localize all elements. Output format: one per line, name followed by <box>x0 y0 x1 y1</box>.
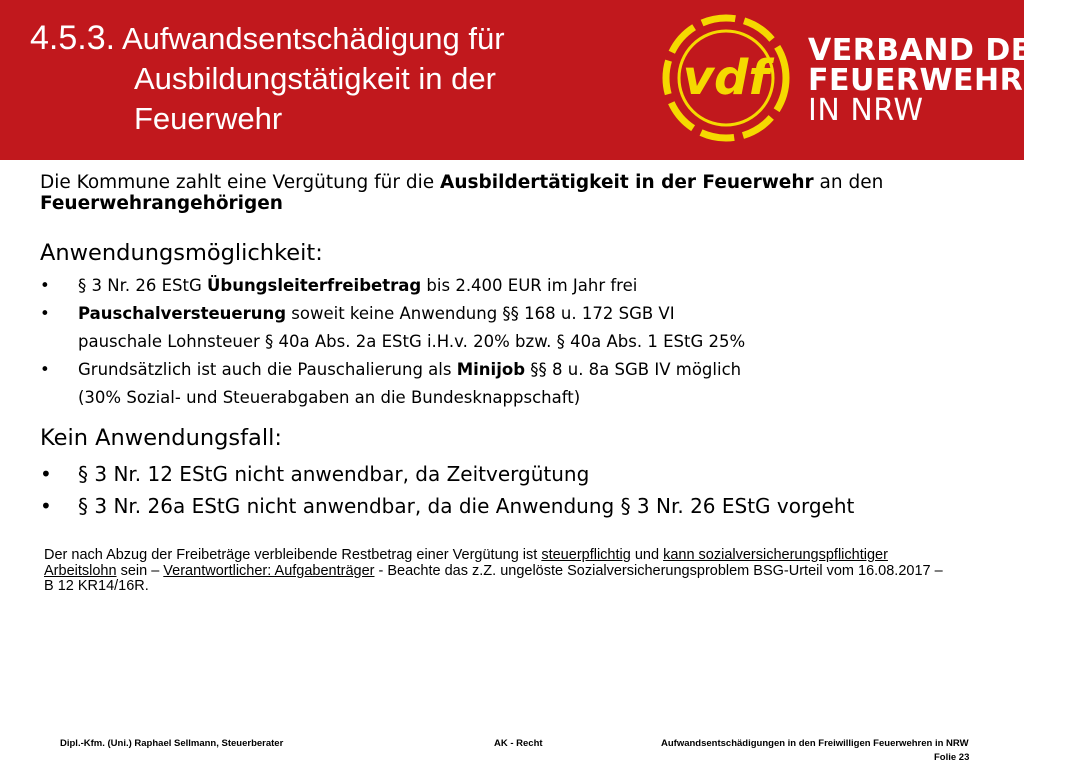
logo-line-2: FEUERWEHREN <box>808 63 1070 98</box>
bullet: • <box>40 462 52 486</box>
kein-anwendung-list <box>40 458 1000 522</box>
bullet: • <box>40 304 50 323</box>
note-underline-3: Verantwortlicher: Aufgabenträger <box>163 562 375 579</box>
section-number: 4.5.3. <box>30 19 116 57</box>
note-text-4: - Beachte das z.Z. ungelöste Sozialversicherungsproblem BSG-Urteil vom 16.08.2017 – B 12 KR14/16R. <box>44 562 943 594</box>
heading-anwendung: Anwendungsmöglichkeit: <box>40 240 323 266</box>
intro-text-1: Die Kommune zahlt eine Vergütung für die <box>40 172 441 193</box>
list-item <box>40 356 1000 384</box>
title-line-2: Ausbildungstätigkeit in der <box>134 61 496 96</box>
list-item <box>40 490 1000 522</box>
footer-page-number: Folie 23 <box>934 752 970 763</box>
logo-line-3: IN NRW <box>808 93 924 128</box>
intro-paragraph <box>40 172 980 214</box>
heading-kein-anwendungsfall: Kein Anwendungsfall: <box>40 425 282 451</box>
footer-topic: Aufwandsentschädigungen in den Freiwilligen Feuerwehren in NRW <box>661 738 969 749</box>
intro-bold-2: Feuerwehrangehörigen <box>40 193 283 214</box>
bullet: • <box>40 494 52 518</box>
item2-post: soweit keine Anwendung §§ 168 u. 172 SGB VI <box>286 304 675 323</box>
item3-pre: Grundsätzlich ist auch die Pauschalierung als <box>78 360 457 379</box>
kein-item-2: § 3 Nr. 26a EStG nicht anwendbar, da die Anwendung § 3 Nr. 26 EStG vorgeht <box>78 494 855 518</box>
list-item <box>40 458 1000 490</box>
list-item <box>40 272 1000 300</box>
item1-bold: Übungsleiterfreibetrag <box>206 276 422 295</box>
note-text-3: sein – <box>116 562 164 579</box>
note-underline-1: steuerpflichtig <box>541 547 631 563</box>
title-text-1: Aufwandsentschädigung für <box>121 21 505 56</box>
slide-title <box>30 18 630 139</box>
item2-bold: Pauschalversteuerung <box>78 304 287 323</box>
logo-line-1: VERBAND DER <box>808 33 1056 68</box>
vdf-emblem-icon <box>656 12 796 144</box>
footer-section: AK - Recht <box>494 738 543 749</box>
kein-item-1: § 3 Nr. 12 EStG nicht anwendbar, da Zeitvergütung <box>78 462 590 486</box>
item1-pre: § 3 Nr. 26 EStG <box>78 276 207 295</box>
logo-wordmark <box>808 33 1070 128</box>
note-text-1: Der nach Abzug der Freibeträge verbleibende Restbetrag einer Vergütung ist <box>44 547 542 563</box>
footer <box>0 738 1024 768</box>
note-underline-2: kann sozialversicherungspflichtiger Arbeitslohn <box>44 547 888 579</box>
list-item-continuation: (30% Sozial- und Steuerabgaben an die Bundesknappschaft) <box>78 388 581 407</box>
footer-author: Dipl.-Kfm. (Uni.) Raphael Sellmann, Steuerberater <box>60 738 284 749</box>
intro-bold-1: Ausbildertätigkeit in der Feuerwehr <box>440 172 814 193</box>
list-item-continuation: pauschale Lohnsteuer § 40a Abs. 2a EStG i.H.v. 20% bzw. § 40a Abs. 1 EStG 25% <box>78 332 746 351</box>
note-text-2: und <box>630 547 664 563</box>
bullet: • <box>40 360 50 379</box>
note-paragraph <box>44 548 944 595</box>
item3-bold: Minijob <box>456 360 525 379</box>
item3-post: §§ 8 u. 8a SGB IV möglich <box>525 360 742 379</box>
anwendung-list <box>40 272 1000 412</box>
title-line-3: Feuerwehr <box>134 101 283 136</box>
vdf-logo <box>648 6 1070 153</box>
header-banner <box>0 0 1070 160</box>
intro-text-2: an den <box>813 172 884 193</box>
title-line-1 <box>30 18 630 59</box>
list-item <box>40 300 1000 328</box>
emblem-letters: vdf <box>682 50 770 106</box>
item1-post: bis 2.400 EUR im Jahr frei <box>421 276 638 295</box>
bullet: • <box>40 276 50 295</box>
